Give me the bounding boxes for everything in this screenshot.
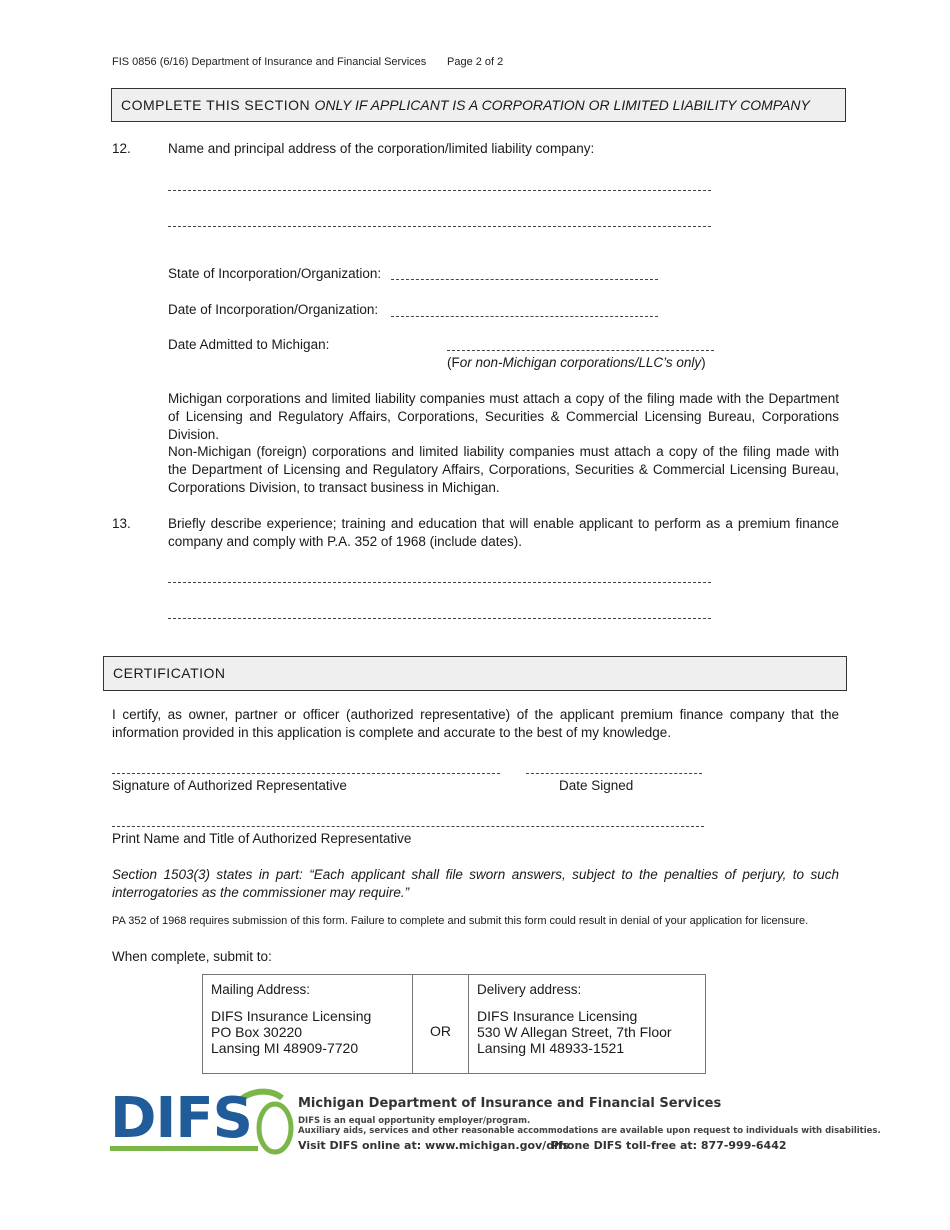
admitted-note-italic: or non-Michigan corporations/LLC’s only [459,355,702,370]
submit-to: When complete, submit to: [112,949,272,964]
page-number: Page 2 of 2 [447,56,504,68]
q13-text: Briefly describe experience; training and education that will enable applicant to perform as a premium finance company and comply with P.A. 352 of 1968 (include dates). [168,516,839,549]
difs-logo [110,1088,295,1158]
date-incorp-input-line[interactable] [391,316,658,317]
mailing-line: PO Box 30220 [211,1024,303,1040]
print-name-label: Print Name and Title of Authorized Representative [112,831,412,846]
admitted-note-open: (F [447,355,460,370]
corp-section-prefix: COMPLETE THIS SECTION [121,97,315,113]
delivery-address-cell [469,975,706,1074]
q12-number: 12. [112,141,131,156]
mailing-title: Mailing Address: [211,982,311,997]
mailing-address-cell [203,975,413,1074]
admitted-input-line[interactable] [447,350,714,351]
footer-eoe: DIFS is an equal opportunity employer/program. [298,1116,531,1126]
delivery-line: Lansing MI 48933-1521 [477,1040,625,1056]
delivery-title: Delivery address: [477,982,582,997]
q13-line-2[interactable] [168,618,711,619]
q12-text: Name and principal address of the corporation/limited liability company: [168,141,595,156]
footer-dept: Michigan Department of Insurance and Financial Services [298,1096,722,1111]
form-id: FIS 0856 (6/16) Department of Insurance and Financial Services [112,56,427,68]
date-incorp-label: Date of Incorporation/Organization: [168,302,379,317]
print-name-line[interactable] [112,826,704,827]
q12-para-1: Michigan corporations and limited liability companies must attach a copy of the filing made with the Department of Licensing and Regulatory Affairs, Corporations, Securities & Commercial Licensing Bureau, Corporations Division. [168,391,839,442]
mailing-line: Lansing MI 48909-7720 [211,1040,359,1056]
q12-name-line-2[interactable] [168,226,711,227]
footer-visit: Visit DIFS online at: www.michigan.gov/difs [298,1139,570,1152]
corp-section-emphasis: ONLY IF APPLICANT IS A CORPORATION OR LIMITED LIABILITY COMPANY [314,97,810,113]
q12-name-line-1[interactable] [168,190,711,191]
certification-text: I certify, as owner, partner or officer (authorized representative) of the applicant premium finance company that the information provided in this application is complete and accurate to the best of my knowledge. [112,707,839,740]
difs-logo-text: DIFS [110,1086,252,1151]
signature-label: Signature of Authorized Representative [112,778,347,793]
or-label: OR [430,1022,451,1039]
footer-aux: Auxiliary aids, services and other reasonable accommodations are available upon request to individuals with disabilities. [298,1126,881,1136]
section-quote: Section 1503(3) states in part: “Each applicant shall file sworn answers, subject to the penalties of perjury, to such interrogatories as the commissioner may require.” [112,867,839,900]
state-input-line[interactable] [391,279,658,280]
corp-section-header [111,88,846,122]
address-table [202,974,706,1074]
date-signed-line[interactable] [526,773,702,774]
certification-header: CERTIFICATION [103,656,847,691]
footer-phone: Phone DIFS toll-free at: 877-999-6442 [551,1139,787,1152]
signature-line[interactable] [112,773,500,774]
admitted-note [447,354,706,372]
delivery-line: DIFS Insurance Licensing [477,1008,638,1024]
q13-number: 13. [112,516,131,531]
pa-notice: PA 352 of 1968 requires submission of this form. Failure to complete and submit this form could result in denial of your application for licensure. [112,915,809,927]
q13-line-1[interactable] [168,582,711,583]
admitted-note-close: ) [701,355,706,370]
or-cell [413,975,469,1074]
state-label: State of Incorporation/Organization: [168,266,382,281]
delivery-line: 530 W Allegan Street, 7th Floor [477,1024,672,1040]
mailing-line: DIFS Insurance Licensing [211,1008,372,1024]
admitted-label: Date Admitted to Michigan: [168,337,330,352]
q12-para-2: Non-Michigan (foreign) corporations and limited liability companies must attach a copy of the filing made with the Department of Licensing and Regulatory Affairs, Corporations, Securities & Commercial Licensing Bureau, Corporations Division, to transact business in Michigan. [168,444,839,495]
date-signed-label: Date Signed [559,778,634,793]
